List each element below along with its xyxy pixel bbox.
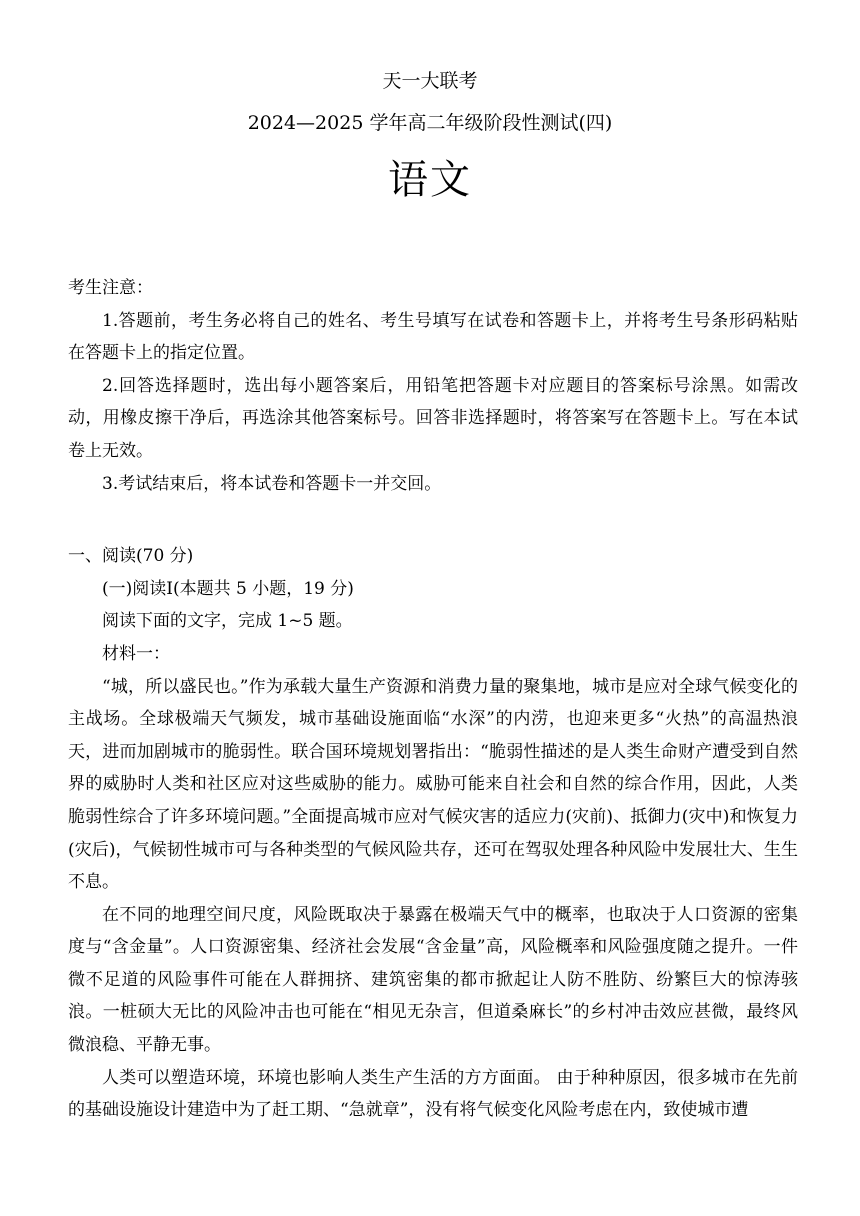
notice-title: 考生注意：	[68, 278, 153, 298]
passage-paragraph: 在不同的地理空间尺度，风险既取决于暴露在极端天气中的概率，也取决于人口资源的密集度与“含金量”。人口资源密集、经济社会发展“含金量”高，风险概率和风险强度随之提升。一件微不足道的风险事件可能在人群拥挤、建筑密集的都市掀起让人防不胜防、纷繁巨大的惊涛骇浪。一桩硕大无比的风险冲击也可能在“相见无杂言，但道桑麻长”的乡村冲击效应甚微，最终风微浪稳、平静无事。	[68, 904, 798, 1056]
passage-paragraph: “城，所以盛民也。”作为承载大量生产资源和消费力量的聚集地，城市是应对全球气候变化的主战场。全球极端天气频发，城市基础设施面临“水深”的内涝，也迎来更多“火热”的高温热浪天，进而加剧城市的脆弱性。联合国环境规划署指出：“脆弱性描述的是人类生命财产遭受到自然界的威胁时人类和社区应对这些威胁的能力。威胁可能来自社会和自然的综合作用，因此，人类脆弱性综合了许多环境问题。”全面提高城市应对气候灾害的适应力(灾前)、抵御力(灾中)和恢复力(灾后)，气候韧性城市可与各种类型的气候风险共存，还可在驾驭处理各种风险中发展壮大、生生不息。	[68, 676, 798, 893]
passage-paragraph: 人类可以塑造环境，环境也影响人类生产生活的方方面面。 由于种种原因，很多城市在先前的基础设施设计建造中为了赶工期、“急就章”，没有将气候变化风险考虑在内，致使城市遭	[68, 1067, 798, 1121]
subsection-title: (一)阅读Ⅰ(本题共 5 小题，19 分)	[102, 578, 354, 599]
org-title: 天一大联考	[382, 70, 478, 92]
document-body	[68, 272, 798, 1127]
notice-item: 3.考试结束后，将本试卷和答题卡一并交回。	[102, 473, 442, 494]
notice-item: 1.答题前，考生务必将自己的姓名、考生号填写在试卷和答题卡上，并将考生号条形码粘贴在答题卡上的指定位置。	[68, 310, 798, 364]
section-title: 一、阅读(70 分)	[68, 546, 194, 567]
material-label: 材料一：	[102, 643, 170, 664]
exam-title: 2024—2025 学年高二年级阶段性测试(四)	[247, 112, 613, 134]
notice-item: 2.回答选择题时，选出每小题答案后，用铅笔把答题卡对应题目的答案标号涂黑。如需改动，用橡皮擦干净后，再选涂其他答案标号。回答非选择题时，将答案写在答题卡上。写在本试卷上无效。	[68, 375, 798, 461]
instruction-text: 阅读下面的文字，完成 1~5 题。	[102, 611, 353, 632]
subject-title: 语文	[388, 157, 472, 203]
